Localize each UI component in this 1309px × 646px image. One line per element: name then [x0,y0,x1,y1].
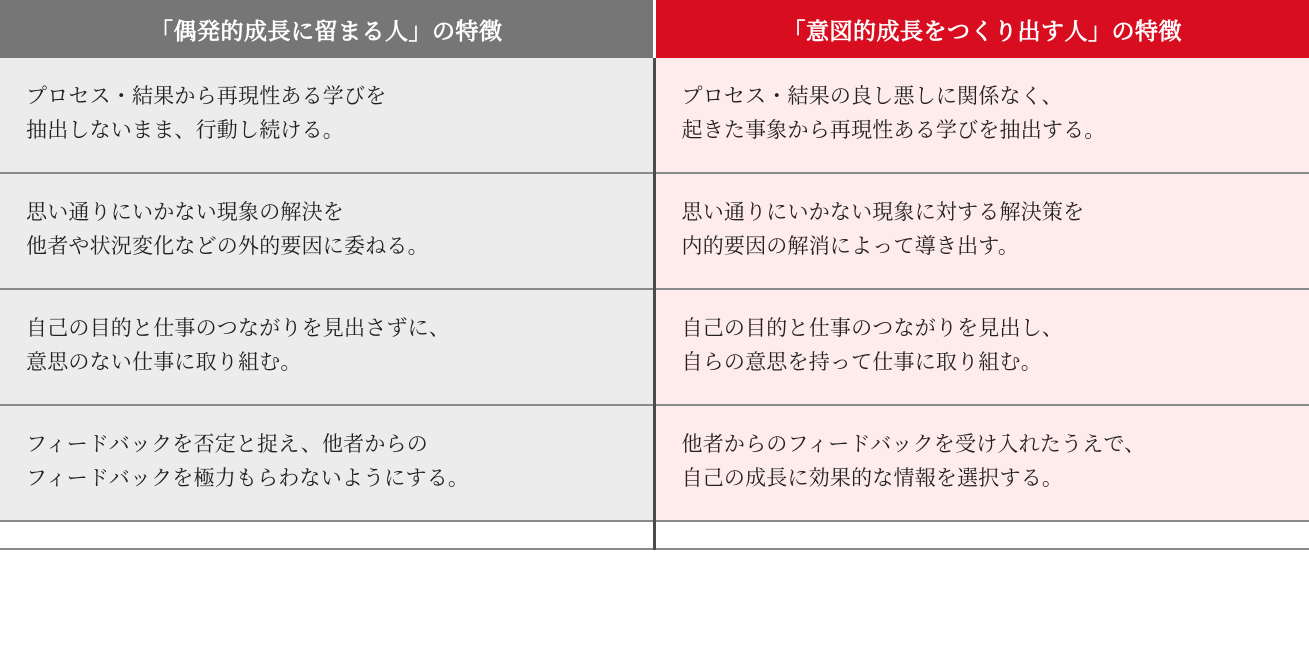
cell-line: フィードバックを否定と捉え、他者からの [26,433,428,457]
cell-intentional-growth-2 [654,173,1309,289]
spacer-cell-right [654,521,1309,549]
cell-line: 内的要因の解消によって導き出す。 [681,235,1020,259]
spacer-cell-left [0,521,654,549]
cell-line: 他者からのフィードバックを受け入れたうえで、 [681,433,1146,457]
table-header-row [0,0,1309,58]
table-row [0,405,1309,521]
table-row [0,173,1309,289]
cell-line: 思い通りにいかない現象の解決を [26,201,344,225]
cell-line: 他者や状況変化などの外的要因に委ねる。 [26,235,429,259]
cell-line: 意思のない仕事に取り組む。 [26,351,302,375]
cell-accidental-growth-4 [0,405,654,521]
cell-intentional-growth-3 [654,289,1309,405]
cell-intentional-growth-1 [654,58,1309,173]
table-row [0,58,1309,173]
cell-line: 起きた事象から再現性ある学びを抽出する。 [681,119,1106,143]
table-footer-spacer-row [0,521,1309,549]
cell-line: プロセス・結果から再現性ある学びを [26,85,387,108]
table-row [0,289,1309,405]
cell-line: フィードバックを極力もらわないようにする。 [26,467,470,491]
cell-line: 自己の成長に効果的な情報を選択する。 [681,467,1064,491]
table-body [0,58,1309,549]
cell-accidental-growth-1 [0,58,654,173]
cell-line: 自己の目的と仕事のつながりを見出さずに、 [26,317,450,341]
cell-line: 抽出しないまま、行動し続ける。 [26,119,344,143]
cell-accidental-growth-3 [0,289,654,405]
cell-line: 自己の目的と仕事のつながりを見出し、 [681,317,1064,341]
column-header-intentional-growth: 「意図的成長をつくり出す人」の特徴 [654,0,1309,58]
table-header [0,0,1309,58]
cell-line: 自らの意思を持って仕事に取り組む。 [681,351,1042,375]
cell-accidental-growth-2 [0,173,654,289]
cell-intentional-growth-4 [654,405,1309,521]
cell-line: 思い通りにいかない現象に対する解決策を [681,201,1085,225]
column-header-accidental-growth: 「偶発的成長に留まる人」の特徴 [0,0,654,58]
cell-line: プロセス・結果の良し悪しに関係なく、 [681,85,1063,108]
